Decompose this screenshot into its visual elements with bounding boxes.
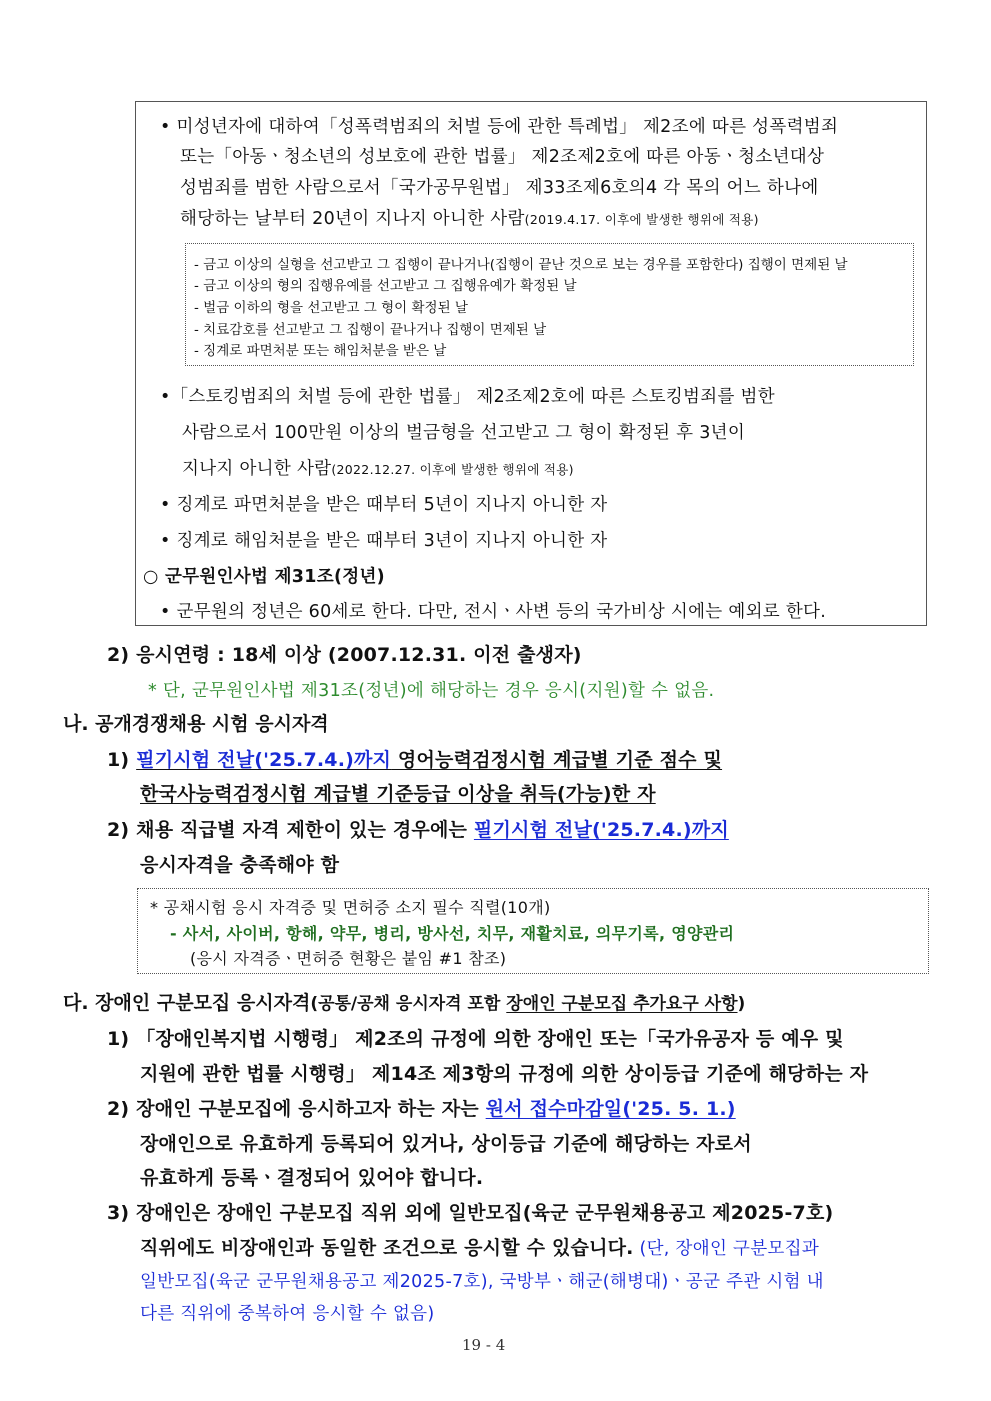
- na-item1-line2: 한국사능력검정시험 계급별 기준등급 이상을 취득(가능)한 자: [140, 783, 656, 805]
- section-da-title-sub: (공통/공채 응시자격 포함: [310, 994, 507, 1014]
- dash-item: - 금고 이상의 형의 집행유예를 선고받고 그 집행유예가 확정된 날: [194, 278, 577, 294]
- bullet-stalking-note: (2022.12.27. 이후에 발생한 행위에 적용): [331, 462, 574, 477]
- law-heading: ○ 군무원인사법 제31조(정년): [143, 567, 385, 587]
- da-item3-text2: 직위에도 비장애인과 동일한 조건으로 응시할 수 있습니다.: [140, 1237, 634, 1259]
- section-da-title-end: ): [737, 994, 746, 1014]
- bullet-sexual-crime-line3: 성범죄를 범한 사람으로서「국가공무원법」 제33조제6호의4 각 목의 어느 하나에: [180, 178, 819, 198]
- license-box-line3: (응시 자격증ㆍ면허증 현황은 붙임 #1 참조): [190, 949, 507, 968]
- da-item3-text: 장애인은 장애인 구분모집 직위 외에 일반모집(육군 군무원채용공고 제2025-7호): [136, 1202, 834, 1224]
- age-requirement: 2) 응시연령 : 18세 이상 (2007.12.31. 이전 출생자): [107, 644, 582, 666]
- bullet-stalking-line2: 사람으로서 100만원 이상의 벌금형을 선고받고 그 형이 확정된 후 3년이: [182, 423, 746, 443]
- na-item2-deadline: 필기시험 전날('25.7.4.)까지: [473, 819, 729, 841]
- da-item2-deadline: 원서 접수마감일('25. 5. 1.): [485, 1098, 736, 1120]
- da-item1-number: 1): [107, 1028, 130, 1050]
- dash-item: - 징계로 파면처분 또는 해임처분을 받은 날: [194, 343, 447, 359]
- da-item3-number: 3): [107, 1202, 130, 1224]
- na-item2-text: 채용 직급별 자격 제한이 있는 경우에는: [136, 819, 474, 841]
- dash-item: - 금고 이상의 실형을 선고받고 그 집행이 끝나거나(집행이 끝난 것으로 보는 경우를 포함한다) 집행이 면제된 날: [194, 257, 848, 273]
- da-item3-note2: 일반모집(육군 군무원채용공고 제2025-7호), 국방부ㆍ해군(해병대)ㆍ공군 주관 시험 내: [140, 1272, 824, 1292]
- bullet-stalking-line3-text: 지나지 아니한 사람: [182, 459, 332, 479]
- na-item1-number: 1): [107, 749, 130, 771]
- dash-item: - 치료감호를 선고받고 그 집행이 끝나거나 집행이 면제된 날: [194, 322, 547, 338]
- da-item1-text: 「장애인복지법 시행령」 제2조의 규정에 의한 장애인 또는「국가유공자 등 예우 및: [136, 1028, 844, 1050]
- na-item1-line1: [107, 745, 722, 772]
- da-item3-line2: [140, 1233, 819, 1260]
- law-retirement-text: • 군무원의 정년은 60세로 한다. 다만, 전시ㆍ사변 등의 국가비상 시에는 예외로 한다.: [160, 602, 827, 622]
- na-item2-line1: [107, 815, 729, 842]
- bullet-dismissal-3y: • 징계로 해임처분을 받은 때부터 3년이 지나지 아니한 자: [160, 531, 608, 551]
- bullet-sexual-crime-line4: [180, 205, 759, 230]
- bullet-sexual-crime-line2: 또는「아동ㆍ청소년의 성보호에 관한 법률」 제2조제2호에 따른 아동ㆍ청소년대상: [180, 147, 825, 167]
- bullet-stalking-line1: •「스토킹범죄의 처벌 등에 관한 법률」 제2조제2호에 따른 스토킹범죄를 범한: [160, 387, 775, 407]
- section-da-title-text: 다. 장애인 구분모집 응시자격: [63, 992, 311, 1014]
- license-box-line1: * 공채시험 응시 자격증 및 면허증 소지 필수 직렬(10개): [150, 898, 551, 917]
- na-item1-deadline: 필기시험 전날('25.7.4.)까지: [136, 749, 392, 771]
- da-item2-number: 2): [107, 1098, 130, 1120]
- da-item2-line1: [107, 1094, 736, 1121]
- na-item2-line2: 응시자격을 충족해야 함: [140, 854, 340, 876]
- bullet-sexual-crime-line1: • 미성년자에 대하여「성폭력범죄의 처벌 등에 관한 특례법」 제2조에 따른 성폭력범죄: [160, 117, 839, 137]
- bullet-stalking-line3: [182, 455, 574, 480]
- section-da-title: [63, 988, 745, 1015]
- da-item1-line1: [107, 1024, 844, 1051]
- page-number: 19 - 4: [462, 1336, 506, 1354]
- da-item1-line2: 지원에 관한 법률 시행령」 제14조 제3항의 규정에 의한 상이등급 기준에 해당하는 자: [140, 1063, 869, 1085]
- da-item2-text: 장애인 구분모집에 응시하고자 하는 자는: [136, 1098, 486, 1120]
- dash-item: - 벌금 이하의 형을 선고받고 그 형이 확정된 날: [194, 300, 468, 316]
- da-item3-line1: [107, 1198, 833, 1225]
- da-item3-note3: 다른 직위에 중복하여 응시할 수 없음): [140, 1304, 435, 1324]
- bullet-sexual-crime-line4-text: 해당하는 날부터 20년이 지나지 아니한 사람: [180, 209, 525, 229]
- da-item2-line2: 장애인으로 유효하게 등록되어 있거나, 상이등급 기준에 해당하는 자로서: [140, 1133, 752, 1155]
- da-item2-line3: 유효하게 등록ㆍ결정되어 있어야 합니다.: [140, 1167, 484, 1189]
- na-item2-number: 2): [107, 819, 130, 841]
- bullet-dismissal-5y: • 징계로 파면처분을 받은 때부터 5년이 지나지 아니한 자: [160, 495, 608, 515]
- age-note: * 단, 군무원인사법 제31조(정년)에 해당하는 경우 응시(지원)할 수 없음.: [148, 681, 715, 701]
- da-item3-note1: (단, 장애인 구분모집과: [633, 1239, 820, 1259]
- section-na-title: 나. 공개경쟁채용 시험 응시자격: [63, 713, 329, 735]
- license-box-line2: - 사서, 사이버, 항해, 약무, 병리, 방사선, 치무, 재활치료, 의무기록, 영양관리: [170, 924, 735, 943]
- section-da-title-underlined: 장애인 구분모집 추가요구 사항: [506, 994, 738, 1014]
- bullet-sexual-crime-note: (2019.4.17. 이후에 발생한 행위에 적용): [524, 212, 759, 227]
- na-item1-text: 영어능력검정시험 계급별 기준 점수 및: [391, 749, 723, 771]
